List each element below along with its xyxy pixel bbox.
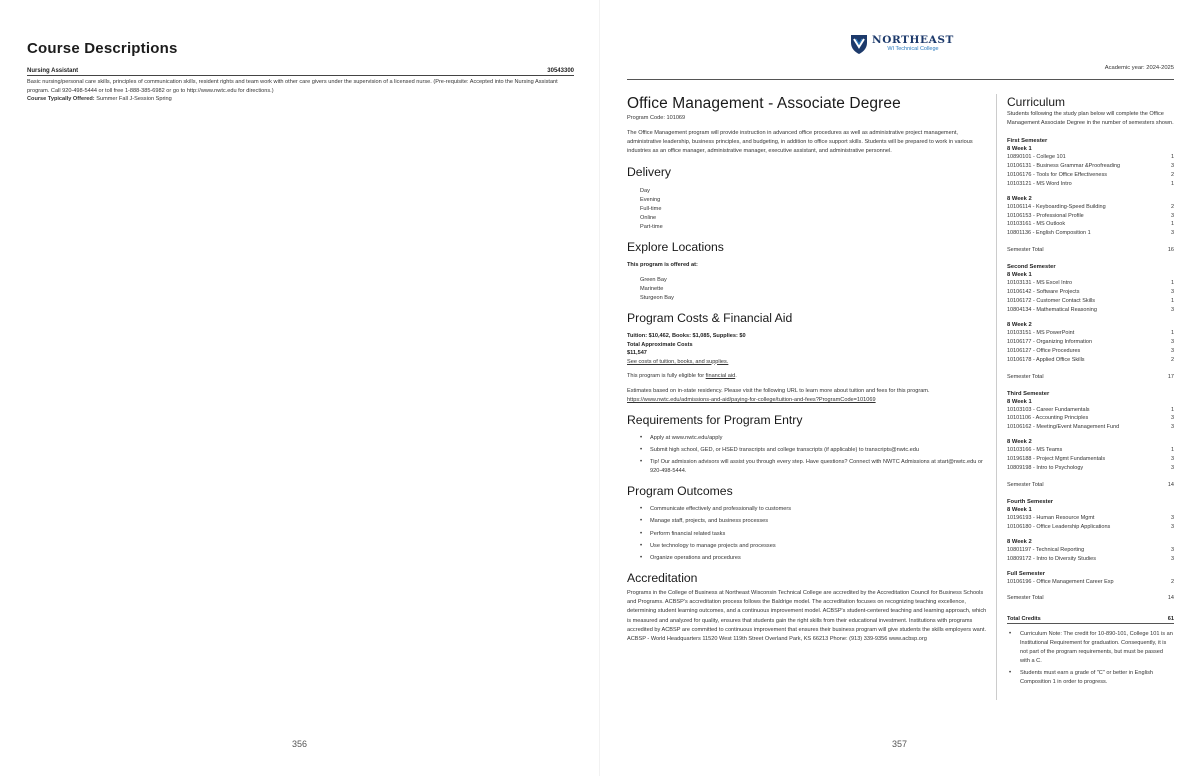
total-credits-value: 61 [1167,616,1174,623]
course-row [1007,406,1174,415]
course-title: 10106177 - Organizing Information [1007,338,1092,345]
course-title: 10801197 - Technical Reporting [1007,546,1085,553]
eligible-suffix: . [735,373,737,380]
semester-list [1007,137,1174,602]
list-item: Green Bay [640,277,667,284]
logo-main-text: NORTHEAST [872,34,954,46]
week-label: 8 Week 2 [1007,439,1032,446]
list-item: • Organize operations and procedures [640,554,987,563]
week-label: 8 Week 1 [1007,272,1032,279]
course-row [1007,203,1174,212]
course-row [1007,180,1174,189]
list-item: • Students must earn a grade of "C" or better in English Composition 1 in order to progress. [1009,669,1174,687]
curriculum-heading: Curriculum [1007,95,1066,109]
course-row [1007,455,1174,464]
total-credits-row [1007,616,1174,624]
header-divider [627,79,1174,80]
course-credits: 1 [1170,329,1174,336]
course-credits: 3 [1170,546,1174,553]
course-title: 10106162 - Meeting/Event Management Fund [1007,424,1120,431]
course-credits: 3 [1170,212,1174,219]
course-offered [27,96,574,102]
locations-list [640,276,987,303]
tuition-line: Tuition: $10,462, Books: $1,085, Supplies: $0 [627,333,746,340]
curriculum-notes [1009,630,1174,686]
course-row [1007,279,1174,288]
financial-aid-link[interactable]: financial aid [705,373,736,380]
eligible-prefix: This program is fully eligible for [627,373,706,380]
course-header [27,68,574,76]
semester-total-value: 14 [1167,481,1174,488]
locations-heading: Explore Locations [627,239,724,254]
course-name: Nursing Assistant [27,68,79,74]
course-row [1007,306,1174,315]
course-offered-label: Course Typically Offered: [27,96,95,103]
course-row [1007,220,1174,229]
course-title: 10106196 - Office Management Career Exp [1007,578,1114,585]
semester-block [1007,263,1174,380]
outcomes-heading: Program Outcomes [627,484,733,499]
outcomes-list [640,505,987,563]
column-divider [996,94,997,700]
accreditation-text: Programs in the College of Business at Northeast Wisconsin Technical College are accredited by the Accreditation Council for Business Schools and Programs. ACBSP's accreditation process follows the Baldrige model. The accreditation focuses on recognizing teaching excellence, determining student learning outcomes, and a continuous improvement model. ACBSP's student-centered teaching and learning approach, which is measured and analyzed for quality, ensures that students gain the right skills from their educational investment. Institutions with programs accredited by ACBSP are committed to continuous improvement that ensures their business program will give students the skills employers want. ACBSP - World Headquarters 11520 West 119th Street Overland Park, KS 66213 Phone: (913) 339-9356 www.acbsp.org [627,589,987,642]
course-title: 10809198 - Intro to Psychology [1007,465,1084,472]
semester-block [1007,137,1174,254]
course-credits: 1 [1170,447,1174,454]
course-credits: 3 [1170,514,1174,521]
financial-aid-line [627,372,987,381]
course-row [1007,288,1174,297]
course-row [1007,338,1174,347]
list-item: • Apply at www.nwtc.edu/apply [640,434,987,443]
list-item: • Communicate effectively and professionally to customers [640,505,987,514]
course-credits: 3 [1170,555,1174,562]
delivery-list [640,187,987,232]
list-item: Evening [640,196,661,203]
course-row [1007,446,1174,455]
program-intro: The Office Management program will provide instruction in advanced office procedures as well as administrative project management, administrative leadership, business principles, and budgeting, in addition to office support skills. Students will be prepared to work in various industries as an office manager, administrative manager, executive assistant, and administrative personnel. [627,130,973,155]
semester-name: Fourth Semester [1007,498,1054,505]
semester-total-label: Semester Total [1007,247,1044,254]
academic-year: Academic year: 2024-2025 [1104,65,1174,71]
course-credits: 3 [1170,338,1174,345]
course-title: 10106178 - Applied Office Skills [1007,356,1085,363]
page-title: Course Descriptions [27,40,178,57]
course-row [1007,423,1174,432]
program-title: Office Management - Associate Degree [627,95,901,112]
course-title: 10809172 - Intro to Diversity Studies [1007,555,1096,562]
semester-name: Third Semester [1007,390,1050,397]
curriculum-intro: Students following the study plan below will complete the Office Management Associate Degree in the number of semesters shown. [1007,111,1174,126]
delivery-heading: Delivery [627,164,672,179]
course-credits: 2 [1170,356,1174,363]
semester-total-row [1007,594,1174,602]
course-title: 10106172 - Customer Contact Skills [1007,298,1096,305]
semester-total-value: 17 [1167,373,1174,380]
course-row [1007,229,1174,238]
list-item: • Manage staff, projects, and business processes [640,517,987,526]
list-item: • Submit high school, GED, or HSED transcripts and college transcripts (if applicable) to transcripts@nwtc.edu [640,446,987,455]
logo-sub-text: WI Technical College [887,46,939,52]
course-offered-value: Summer Fall J-Session Spring [96,96,172,103]
semester-total-row [1007,373,1174,381]
accreditation-heading: Accreditation [627,570,698,585]
course-title: 10196188 - Project Mgmt Fundamentals [1007,456,1106,463]
course-row [1007,162,1174,171]
semester-block [1007,390,1174,489]
course-credits: 1 [1170,298,1174,305]
list-item: Part-time [640,223,663,230]
course-row [1007,546,1174,555]
course-entry [27,68,574,102]
course-credits: 1 [1170,406,1174,413]
course-credits: 1 [1170,180,1174,187]
course-credits: 2 [1170,578,1174,585]
course-row [1007,523,1174,532]
course-row [1007,212,1174,221]
week-label: 8 Week 1 [1007,398,1032,405]
course-credits: 1 [1170,221,1174,228]
course-description: Basic nursing/personal care skills, principles of communication skills, resident rights and team work with other care givers under the supervision of a licensed nurse. (Pre-requisite: Accepted into the Nursing Assistant program. Call 920-498-5444 or toll free 1-888-385-6982 or go to http://www.nwtc.edu for directions.) [27,79,558,94]
tuition-url-link[interactable]: https://www.nwtc.edu/admissions-and-aid/paying-for-college/tuition-and-fees?ProgramCode=101069 [627,397,876,403]
course-credits: 3 [1170,415,1174,422]
page-number: 356 [292,739,308,749]
course-row [1007,329,1174,338]
course-title: 10106114 - Keyboarding-Speed Building [1007,203,1106,210]
course-row [1007,514,1174,523]
course-title: 10106176 - Tools for Office Effectiveness [1007,171,1107,178]
course-row [1007,297,1174,306]
list-item: Marinette [640,286,664,293]
requirements-list [640,434,987,476]
total-costs-label: Total Approximate Costs [627,341,693,348]
course-credits: 3 [1170,289,1174,296]
course-credits: 3 [1170,162,1174,169]
course-row [1007,578,1174,587]
course-title: 10103103 - Career Fundamentals [1007,406,1090,413]
semester-total-value: 16 [1167,247,1174,254]
course-title: 10103121 - MS Word Intro [1007,180,1072,187]
course-title: 10106180 - Office Leadership Applications [1007,523,1111,530]
course-title: 10106142 - Software Projects [1007,289,1080,296]
course-title: 10106127 - Office Procedures [1007,347,1081,354]
course-credits: 3 [1170,424,1174,431]
see-costs-link[interactable]: See costs of tuition, books, and supplies. [627,358,729,365]
list-item: Sturgeon Bay [640,295,674,302]
estimates-note: Estimates based on in-state residency. Please visit the following URL to learn more about tuition and fees for this program. [627,388,930,395]
course-title: 10103151 - MS PowerPoint [1007,329,1075,336]
course-row [1007,171,1174,180]
course-title: 10196193 - Human Resource Mgmt [1007,514,1095,521]
semester-name: Second Semester [1007,264,1056,271]
course-row [1007,153,1174,162]
course-row [1007,414,1174,423]
right-page [600,0,1200,776]
course-credits: 3 [1170,465,1174,472]
semester-total-row [1007,481,1174,489]
course-title: 10106131 - Business Grammar &Proofreading [1007,162,1121,169]
course-title: 10103166 - MS Teams [1007,447,1063,454]
semester-total-label: Semester Total [1007,373,1044,380]
course-credits: 3 [1170,347,1174,354]
semester-block [1007,498,1174,603]
shield-icon [850,33,868,55]
semester-total-row [1007,246,1174,254]
list-item: Online [640,214,657,221]
requirements-heading: Requirements for Program Entry [627,412,803,427]
list-item: • Use technology to manage projects and processes [640,542,987,551]
course-title: 10101106 - Accounting Principles [1007,415,1089,422]
list-item: • Tip! Our admission advisors will assist you through every step. Have questions? Connect with NWTC Admissions at start@nwtc.edu or 920-498-5444. [640,458,987,476]
course-title: 10804134 - Mathematical Reasoning [1007,306,1097,313]
week-label: 8 Week 1 [1007,506,1032,513]
costs-heading: Program Costs & Financial Aid [627,311,793,326]
program-main-column [627,95,987,644]
total-credits-label: Total Credits [1007,616,1041,623]
course-credits: 1 [1170,154,1174,160]
list-item: • Curriculum Note: The credit for 10-890-101, College 101 is an Institutional Requirement for graduation. Consequently, it is not part of the program requirements, but must be passed with a C. [1009,630,1174,666]
curriculum-column [1007,95,1174,690]
course-credits: 3 [1170,230,1174,237]
course-credits: 1 [1170,280,1174,287]
semester-total-value: 14 [1167,595,1174,602]
course-title: 10106153 - Professional Profile [1007,212,1084,219]
course-row [1007,347,1174,356]
semester-name: First Semester [1007,138,1048,144]
course-credits: 3 [1170,456,1174,463]
course-title: 10890101 - College 101 [1007,154,1066,160]
course-row [1007,356,1174,365]
list-item: Day [640,187,650,194]
course-credits: 3 [1170,523,1174,530]
page-number: 357 [892,739,908,749]
course-title: 10103161 - MS Outlook [1007,221,1066,228]
course-row [1007,464,1174,473]
college-logo [850,33,954,55]
semester-total-label: Semester Total [1007,595,1044,602]
locations-label: This program is offered at: [627,261,698,268]
total-costs-value: $11,547 [627,350,647,357]
list-item: • Perform financial related tasks [640,530,987,539]
list-item: Full-time [640,205,662,212]
course-number: 30543300 [547,68,574,74]
course-title: 10103131 - MS Excel Intro [1007,280,1073,287]
semester-total-label: Semester Total [1007,481,1044,488]
course-credits: 2 [1170,171,1174,178]
course-credits: 2 [1170,203,1174,210]
program-code: Program Code: 101069 [627,115,686,121]
week-label: 8 Week 2 [1007,321,1032,328]
week-label: 8 Week 2 [1007,195,1032,202]
course-credits: 3 [1170,306,1174,313]
course-row [1007,555,1174,564]
week-label: 8 Week 1 [1007,146,1032,152]
course-title: 10801136 - English Composition 1 [1007,230,1091,237]
week-label: Full Semester [1007,570,1046,577]
week-label: 8 Week 2 [1007,538,1032,545]
